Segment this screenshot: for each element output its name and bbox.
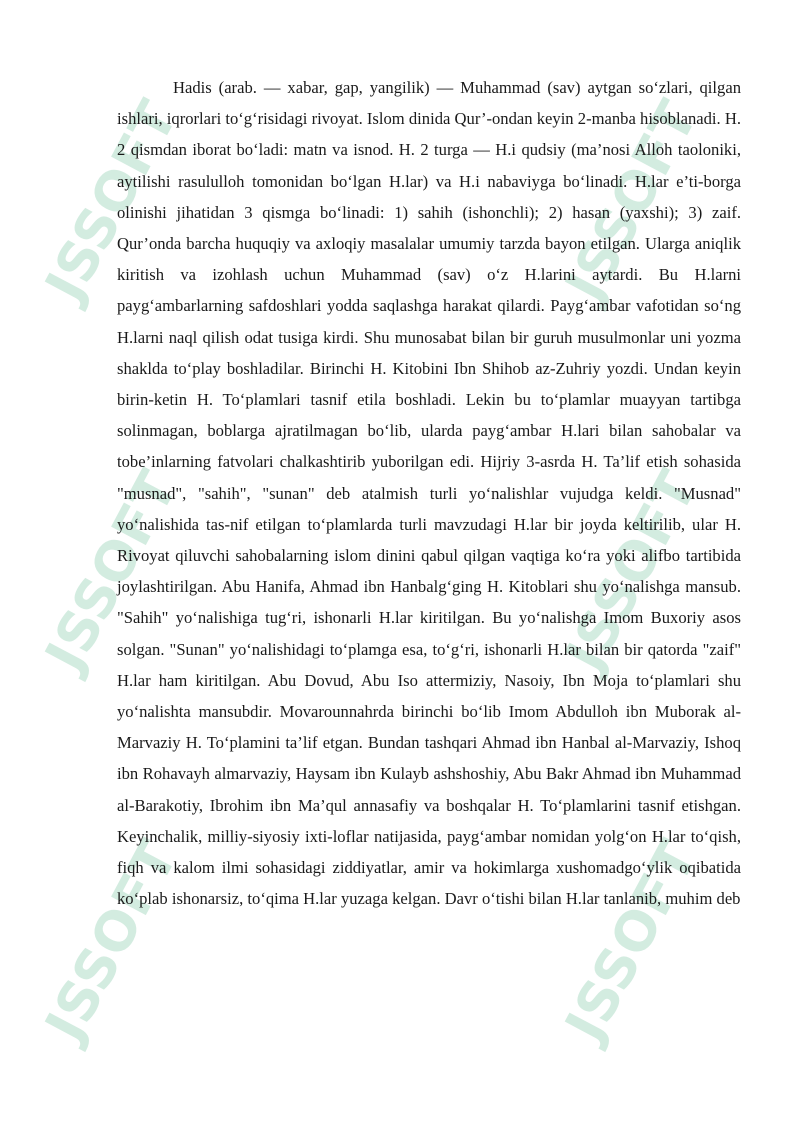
watermark-text: JSSOFT	[33, 90, 190, 311]
watermark-text: JSSOFT	[33, 460, 190, 681]
body-paragraph: Hadis (arab. — xabar, gap, yangilik) — Muhammad (sav) aytgan so‘zlari, qilgan ishlari, iqrorlari to‘g‘risidagi rivoyat. Islom dinida Qur’-ondan keyin 2-manba hisoblanadi. H. 2 qismdan iborat bo‘ladi: matn va isnod. H. 2 turga — H.i qudsiy (ma’nosi Alloh taoloniki, aytilishi rasululloh tomonidan bo‘lgan H.lar) va H.i nabaviyga bo‘linadi. H.lar e’ti-borga olinishi jihatidan 3 qismga bo‘linadi: 1) sahih (ishonchli); 2) hasan (yaxshi); 3) zaif. Qur’onda barcha huquqiy va axloqiy masalalar umumiy tarzda bayon etilgan. Ularga aniqlik kiritish va izohlash uchun Muhammad (sav) o‘z H.larini aytardi. Bu H.larni payg‘ambarlarning safdoshlari yodda saqlashga harakat qilardi. Payg‘ambar vafotidan so‘ng H.larni naql qilish odat tusiga kirdi. Shu munosabat bilan bir guruh musulmonlar uni yozma shaklda to‘play boshladilar. Birinchi H. Kitobini Ibn Shihob az-Zuhriy yozdi. Undan keyin birin-ketin H. To‘plamlari tasnif etila boshladi. Lekin bu to‘plamlar muayyan tartibga solinmagan, boblarga ajratilmagan bo‘lib, ularda payg‘ambar H.lari bilan sahobalar va tobe’inlarning fatvolari chalkashtirib yuborilgan edi. Hijriy 3-asrda H. Ta’lif etish sohasida "musnad", "sahih", "sunan" deb atalmish turli yo‘nalishlar vujudga keldi. "Musnad" yo‘nalishida tas-nif etilgan to‘plamlarda turli mavzudagi H.lar bir joyda keltirilib, ular H. Rivoyat qiluvchi sahobalarning islom dinini qabul qilgan vaqtiga ko‘ra yoki alifbo tartibida joylashtirilgan. Abu Hanifa, Ahmad ibn Hanbalg‘ging H. Kitoblari shu yo‘nalishga mansub. "Sahih" yo‘nalishiga tug‘ri, ishonarli H.lar kiritilgan. Bu yo‘nalishga Imom Buxoriy asos solgan. "Sunan" yo‘nalishidagi to‘plamga esa, to‘g‘ri, ishonarli H.lar bilan bir qatorda "zaif" H.lar ham kiritilgan. Abu Dovud, Abu Iso attermiziy, Nasoiy, Ibn Moja to‘plamlari shu yo‘nalishta mansubdir. Movarounnahrda birinchi bo‘lib Imom Abdulloh ibn Muborak al-Marvaziy H. To‘plamini ta’lif etgan. Bundan tashqari Ahmad ibn Hanbal al-Marvaziy, Ishoq ibn Rohavayh almarvaziy, Haysam ibn Kulayb ashshoshiy, Abu Bakr Ahmad ibn Muhammad al-Barakotiy, Ibrohim ibn Ma’qul annasafiy va boshqalar H. To‘plamlarini tasnif etishgan. Keyinchalik, milliy-siyosiy ixti-loflar natijasida, payg‘ambar nomidan yolg‘on H.lar to‘qish, fiqh va kalom ilmi sohasidagi ziddiyatlar, amir va hokimlarga xushomadgo‘ylik oqibatida ko‘plab ishonarsiz, to‘qima H.lar yuzaga kelgan. Davr o‘tishi bilan H.lar tanlanib, muhim deb	[117, 78, 741, 909]
watermark-text: JSSOFT	[553, 90, 710, 311]
watermark-text: JSSOFT	[553, 830, 710, 1051]
watermark-text: JSSOFT	[553, 460, 710, 681]
watermark-text: JSSOFT	[33, 830, 190, 1051]
